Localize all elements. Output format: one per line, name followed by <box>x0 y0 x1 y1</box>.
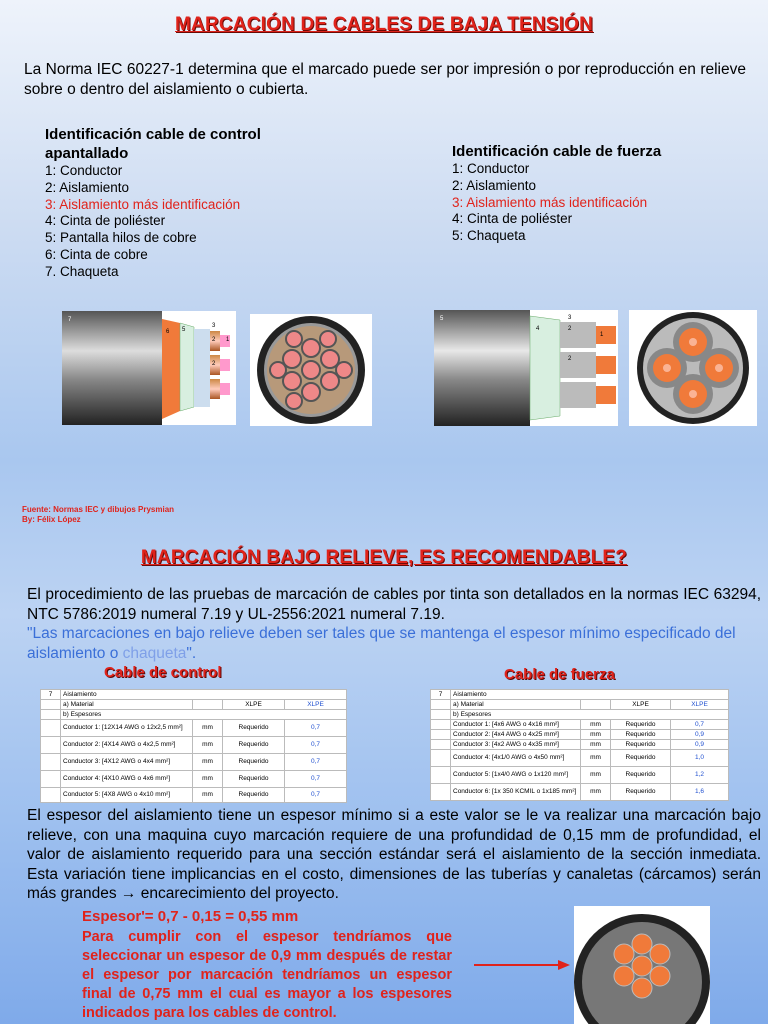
table-cell: Aislamiento <box>451 690 729 700</box>
diagram-label: 1 <box>226 337 230 343</box>
list-item: 4: Cinta de poliéster <box>45 213 166 229</box>
quote-paragraph <box>27 624 761 664</box>
table-cell: XLPE <box>223 700 285 710</box>
diagram-label: 5 <box>182 327 186 333</box>
table-row: Conductor 2: [4X14 AWG o 4x2,5 mm²] mm Requerido 0,7 <box>41 737 347 754</box>
table-row: Conductor 5: [1x4/0 AWG o 1x120 mm²] mm Requerido 1,2 <box>431 767 729 784</box>
list-item: 1: Conductor <box>452 161 530 176</box>
diagram-label: 2 <box>212 361 216 367</box>
diagram-label: 2 <box>568 326 572 332</box>
list-item: 3: Aislamiento más identificación <box>45 196 241 212</box>
control-table-title: Cable de control <box>104 664 222 681</box>
control-cable-side-diagram <box>62 311 236 425</box>
diagram-label: 6 <box>166 329 170 335</box>
diagram-label: 3 <box>212 323 216 329</box>
quote-highlight: chaqueta <box>122 645 187 662</box>
list-item: 7. Chaqueta <box>45 263 119 279</box>
table-cell: b) Espesores <box>61 710 347 720</box>
table-row: Conductor 2: [4x4 AWG o 4x25 mm²] mm Requerido 0,9 <box>431 730 729 740</box>
power-cable-heading: Identificación cable de fuerza <box>452 143 662 160</box>
list-item: 6: Cinta de cobre <box>45 246 148 262</box>
control-cable-heading: Identificación cable de control apantallado <box>45 126 261 162</box>
power-cable-side-diagram <box>434 310 618 426</box>
table-row: Conductor 1: [4x6 AWG o 4x16 mm²] mm Requerido 0,7 <box>431 720 729 730</box>
intro-paragraph: La Norma IEC 60227-1 determina que el marcado puede ser por impresión o por reproducción en relieve sobre o dentro del aislamiento o cubierta. <box>24 61 746 98</box>
source-credit <box>22 505 174 525</box>
diagram-label: 2 <box>212 337 216 343</box>
list-item: 5: Pantalla hilos de cobre <box>45 230 197 246</box>
power-cable-identification <box>452 142 712 245</box>
thickness-formula: Espesor'= 0,7 - 0,15 = 0,55 mm <box>82 908 299 925</box>
diagram-label: 3 <box>568 315 572 321</box>
control-cable-list <box>45 163 305 281</box>
table-cell: b) Espesores <box>451 710 729 720</box>
power-cable-list <box>452 161 712 245</box>
quote-end: ". <box>186 645 197 662</box>
power-spec-table <box>430 689 729 801</box>
diagram-label: 5 <box>440 316 444 322</box>
conclusion-paragraph: Para cumplir con el espesor tendríamos que seleccionar un espesor de 0,9 mm después de restar el espesor por marcación tendríamos un espesor final de 0,75 mm el cual es mayor a los espesores indicados para los cables de control. <box>82 929 452 1021</box>
list-item: 5: Chaqueta <box>452 228 526 244</box>
thickness-paragraph: El espesor del aislamiento tiene un espesor mínimo si a este valor se le va realizar una marcación bajo relieve, con una maquina cuyo marcación requiere de una profundidad de 0,15 mm de profundidad, el valor de aislamiento requerido para una sección estándar será el aislamiento de la sección inmediata. Esta variación tiene implicancias en el costo, dimensiones de las tuberías y canaletas (cárcamos) serán más grandes → encarecimiento del proyecto. <box>27 807 761 902</box>
list-item: 2: Aislamiento <box>45 179 130 195</box>
cable-cross-section-detail <box>574 906 710 1024</box>
list-item: 2: Aislamiento <box>452 177 537 193</box>
table-row: Conductor 3: [4x2 AWG o 4x35 mm²] mm Requerido 0,9 <box>431 740 729 750</box>
source-line: Fuente: Normas IEC y dibujos Prysmian <box>22 505 175 514</box>
table-row: Conductor 1: [12X14 AWG o 12x2,5 mm²] mm Requerido 0,7 <box>41 720 347 737</box>
list-item: 3: Aislamiento más identificación <box>452 194 648 210</box>
power-table-title: Cable de fuerza <box>504 666 615 683</box>
table-cell: a) Material <box>61 700 193 710</box>
table-row: Conductor 3: [4X12 AWG o 4x4 mm²] mm Requerido 0,7 <box>41 754 347 771</box>
control-spec-table <box>40 689 347 803</box>
table-cell: XLPE <box>611 700 671 710</box>
table-row: Conductor 4: [4x1/0 AWG o 4x50 mm²] mm Requerido 1,0 <box>431 750 729 767</box>
table-cell: 7 <box>431 690 451 700</box>
table-cell: 7 <box>41 690 61 700</box>
diagram-label: 4 <box>536 326 540 332</box>
power-cable-cross-section <box>629 310 757 426</box>
procedure-paragraph: El procedimiento de las pruebas de marcación de cables por tinta son detallados en la normas IEC 63294, NTC 5786:2019 numeral 7.19 y UL-2556:2021 numeral 7.19. <box>27 586 761 623</box>
table-cell: a) Material <box>451 700 581 710</box>
section1-title: MARCACIÓN DE CABLES DE BAJA TENSIÓN <box>175 14 593 35</box>
control-cable-cross-section <box>250 314 372 426</box>
table-row: Conductor 4: [4X10 AWG o 4x6 mm²] mm Requerido 0,7 <box>41 771 347 788</box>
diagram-label: 7 <box>68 317 72 323</box>
arrow-icon <box>472 957 572 973</box>
author-line: By: Félix López <box>22 515 81 524</box>
list-item: 4: Cinta de poliéster <box>452 211 573 227</box>
table-cell: XLPE <box>285 700 347 710</box>
diagram-label: 1 <box>600 332 604 338</box>
section2-title: MARCACIÓN BAJO RELIEVE, ES RECOMENDABLE? <box>140 547 628 568</box>
quote-text: "Las marcaciones en bajo relieve deben ser tales que se mantenga el espesor mínimo especificado del aislamiento o <box>27 625 736 662</box>
table-cell: XLPE <box>671 700 729 710</box>
table-row: Conductor 6: [1x 350 KCMIL o 1x185 mm²] mm Requerido 1,6 <box>431 784 729 801</box>
table-row: Conductor 5: [4X8 AWG o 4x10 mm²] mm Requerido 0,7 <box>41 788 347 803</box>
table-cell: Aislamiento <box>61 690 347 700</box>
diagram-label: 2 <box>568 356 572 362</box>
control-cable-identification <box>45 125 305 281</box>
list-item: 1: Conductor <box>45 163 123 178</box>
